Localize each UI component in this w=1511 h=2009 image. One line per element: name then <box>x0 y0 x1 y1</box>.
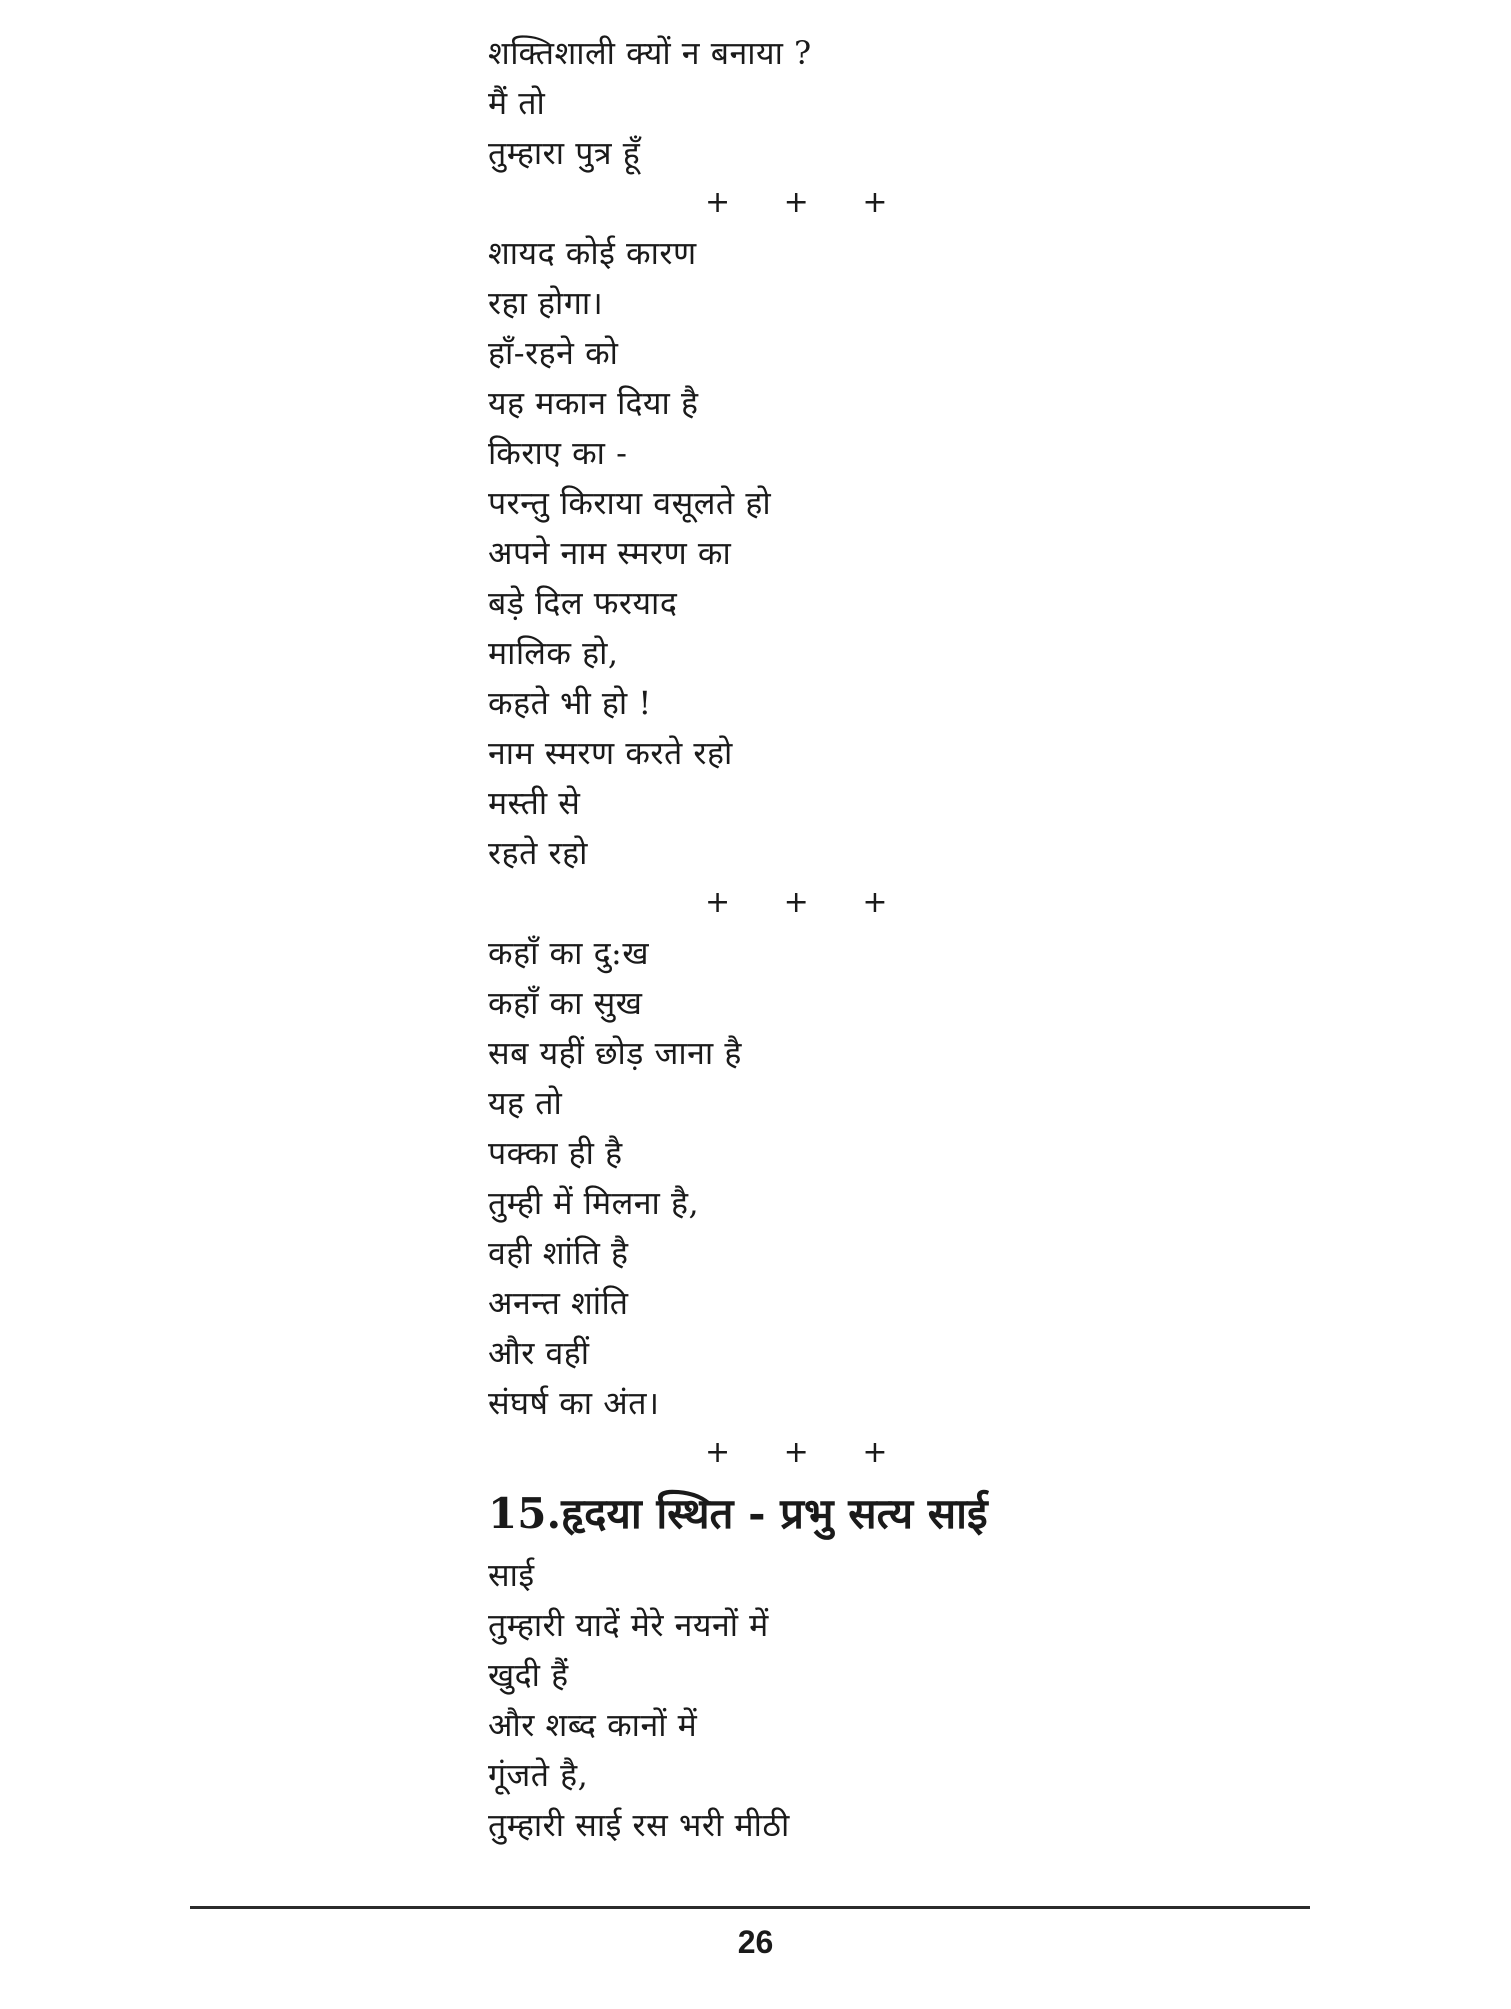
poem-line: मैं तो <box>488 84 546 122</box>
poem-line: यह मकान दिया है <box>488 384 699 422</box>
stanza-separator: + + + <box>705 885 910 920</box>
poem-line: रहा होगा। <box>488 284 604 322</box>
poem-line: अनन्त शांति <box>488 1284 629 1322</box>
poem-line: खुदी हैं <box>488 1656 569 1694</box>
poem-line: शायद कोई कारण <box>488 234 697 272</box>
poem-line: सब यहीं छोड़ जाना है <box>488 1034 742 1072</box>
poem-line: मालिक हो, <box>488 634 619 672</box>
poem-line: मस्ती से <box>488 784 581 822</box>
poem-line: और शब्द कानों में <box>488 1706 698 1744</box>
poem-line: हाँ-रहने को <box>488 334 619 372</box>
poem-line: तुम्हारी यादें मेरे नयनों में <box>488 1606 769 1644</box>
poem-column <box>488 28 1388 1850</box>
stanza-separator: + + + <box>705 185 910 220</box>
poem-line: किराए का - <box>488 434 628 472</box>
poem-line: तुम्हारा पुत्र हूँ <box>488 134 641 172</box>
poem-line: कहाँ का दु:ख <box>488 934 650 972</box>
poem-line: अपने नाम स्मरण का <box>488 534 732 572</box>
poem-line: कहाँ का सुख <box>488 984 643 1022</box>
poem-line: कहते भी हो ! <box>488 684 652 722</box>
poem-line: वही शांति है <box>488 1234 629 1272</box>
footer-rule <box>190 1906 1310 1909</box>
poem-line: रहते रहो <box>488 834 588 872</box>
poem-line: और वहीं <box>488 1334 590 1372</box>
poem-heading: 15.हृदया स्थित - प्रभु सत्य साई <box>488 1489 988 1538</box>
poem-line: नाम स्मरण करते रहो <box>488 734 733 772</box>
poem-line: तुम्ही में मिलना है, <box>488 1184 700 1222</box>
stanza-separator: + + + <box>705 1435 910 1470</box>
poem-line: तुम्हारी साई रस भरी मीठी <box>488 1806 790 1844</box>
poem-line: पक्का ही है <box>488 1134 623 1172</box>
page-number: 26 <box>737 1924 774 1960</box>
poem-line: शक्तिशाली क्यों न बनाया ? <box>488 34 812 72</box>
poem-line: परन्तु किराया वसूलते हो <box>488 484 772 522</box>
poem-line: यह तो <box>488 1084 563 1122</box>
poem-line: संघर्ष का अंत। <box>488 1384 660 1422</box>
poem-line: बड़े दिल फरयाद <box>488 584 678 622</box>
poem-line: साई <box>488 1556 535 1594</box>
poem-line: गूंजते है, <box>488 1756 589 1794</box>
